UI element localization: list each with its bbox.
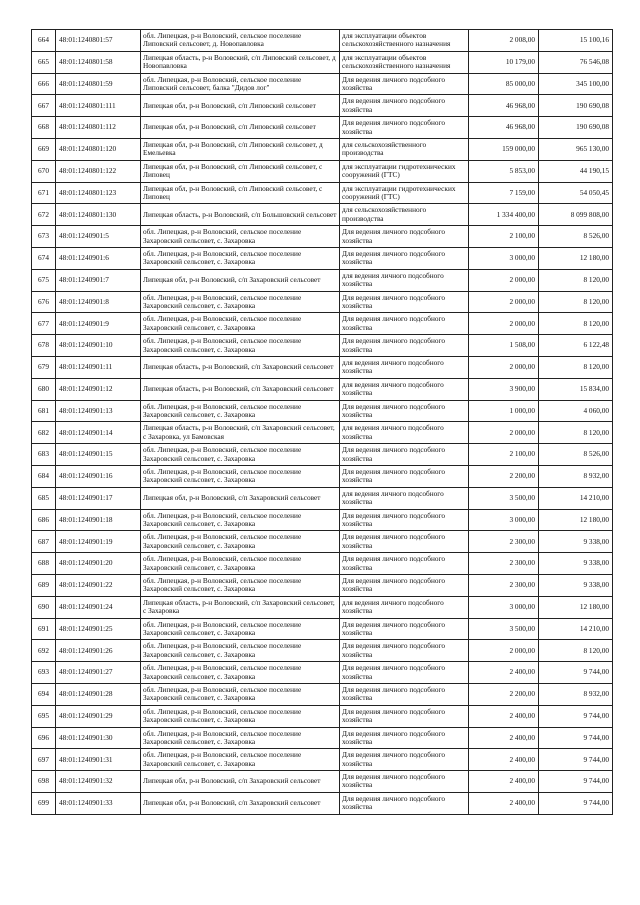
cadastral-cost: 8 120,00 — [539, 269, 613, 291]
cadastral-cost: 8 932,00 — [539, 465, 613, 487]
permitted-use: Для ведения личного подсобного хозяйства — [340, 683, 469, 705]
address: обл. Липецкая, р-н Воловский, сельское поселение Захаровский сельсовет, с. Захаровка — [141, 444, 340, 466]
table-row — [32, 356, 613, 378]
row-number: 683 — [32, 444, 56, 466]
row-number: 664 — [32, 30, 56, 52]
address: Липецкая область, р-н Воловский, с/п Захаровский сельсовет — [141, 378, 340, 400]
table-row — [32, 727, 613, 749]
row-number: 680 — [32, 378, 56, 400]
cadastral-number: 48:01:1240801:123 — [56, 182, 141, 204]
cadastral-cost: 76 546,08 — [539, 51, 613, 73]
cadastral-number: 48:01:1240901:29 — [56, 705, 141, 727]
table-row — [32, 618, 613, 640]
cadastral-cost: 12 180,00 — [539, 509, 613, 531]
cadastral-number: 48:01:1240801:120 — [56, 138, 141, 160]
cadastral-number: 48:01:1240901:5 — [56, 226, 141, 248]
area-value: 5 853,00 — [469, 160, 539, 182]
address: Липецкая обл, р-н Воловский, с/п Липовский сельсовет, с Липовец — [141, 160, 340, 182]
row-number: 697 — [32, 749, 56, 771]
cadastral-cost: 14 210,00 — [539, 487, 613, 509]
table-row — [32, 509, 613, 531]
permitted-use: Для ведения личного подсобного хозяйства — [340, 117, 469, 139]
permitted-use: Для ведения личного подсобного хозяйства — [340, 444, 469, 466]
table-row — [32, 705, 613, 727]
row-number: 678 — [32, 335, 56, 357]
table-row — [32, 400, 613, 422]
row-number: 685 — [32, 487, 56, 509]
area-value: 2 400,00 — [469, 727, 539, 749]
area-value: 2 200,00 — [469, 683, 539, 705]
row-number: 682 — [32, 422, 56, 444]
area-value: 2 400,00 — [469, 792, 539, 814]
permitted-use: Для ведения личного подсобного хозяйства — [340, 509, 469, 531]
permitted-use: Для ведения личного подсобного хозяйства — [340, 226, 469, 248]
cadastral-cost: 14 210,00 — [539, 618, 613, 640]
cadastral-number: 48:01:1240801:59 — [56, 73, 141, 95]
table-row — [32, 182, 613, 204]
address: Липецкая область, р-н Воловский, с/п Липовский сельсовет, д Новопавловка — [141, 51, 340, 73]
row-number: 667 — [32, 95, 56, 117]
cadastral-number: 48:01:1240901:8 — [56, 291, 141, 313]
cadastral-number: 48:01:1240801:112 — [56, 117, 141, 139]
address: обл. Липецкая, р-н Воловский, сельское поселение Захаровский сельсовет, с. Захаровка — [141, 400, 340, 422]
row-number: 695 — [32, 705, 56, 727]
address: обл. Липецкая, р-н Воловский, сельское поселение Липовский сельсовет, балка "Дидов лог" — [141, 73, 340, 95]
cadastral-cost: 8 526,00 — [539, 226, 613, 248]
area-value: 7 159,00 — [469, 182, 539, 204]
cadastral-number: 48:01:1240901:15 — [56, 444, 141, 466]
address: обл. Липецкая, р-н Воловский, сельское поселение Захаровский сельсовет, с. Захаровка — [141, 553, 340, 575]
permitted-use: для ведения личного подсобного хозяйства — [340, 356, 469, 378]
permitted-use: Для ведения личного подсобного хозяйства — [340, 705, 469, 727]
permitted-use: Для ведения личного подсобного хозяйства — [340, 335, 469, 357]
cadastral-cost: 8 120,00 — [539, 291, 613, 313]
address: обл. Липецкая, р-н Воловский, сельское поселение Захаровский сельсовет, с. Захаровка — [141, 335, 340, 357]
address: обл. Липецкая, р-н Воловский, сельское поселение Захаровский сельсовет, с. Захаровка — [141, 727, 340, 749]
cadastral-number: 48:01:1240901:24 — [56, 596, 141, 618]
area-value: 3 500,00 — [469, 618, 539, 640]
table-row — [32, 160, 613, 182]
table-row — [32, 269, 613, 291]
permitted-use: Для ведения личного подсобного хозяйства — [340, 465, 469, 487]
cadastral-cost: 9 744,00 — [539, 705, 613, 727]
table-row — [32, 247, 613, 269]
area-value: 1 508,00 — [469, 335, 539, 357]
area-value: 2 300,00 — [469, 553, 539, 575]
cadastral-number: 48:01:1240901:32 — [56, 771, 141, 793]
table-row — [32, 596, 613, 618]
permitted-use: Для ведения личного подсобного хозяйства — [340, 531, 469, 553]
cadastral-cost: 345 100,00 — [539, 73, 613, 95]
cadastral-cost: 8 099 808,00 — [539, 204, 613, 226]
area-value: 46 968,00 — [469, 95, 539, 117]
area-value: 2 000,00 — [469, 640, 539, 662]
table-row — [32, 335, 613, 357]
row-number: 675 — [32, 269, 56, 291]
cadastral-cost: 12 180,00 — [539, 596, 613, 618]
address: Липецкая обл, р-н Воловский, с/п Липовский сельсовет — [141, 117, 340, 139]
cadastral-number: 48:01:1240901:17 — [56, 487, 141, 509]
cadastral-cost: 9 338,00 — [539, 531, 613, 553]
cadastral-cost: 4 060,00 — [539, 400, 613, 422]
table-body — [32, 30, 613, 815]
row-number: 668 — [32, 117, 56, 139]
cadastral-cost: 44 190,15 — [539, 160, 613, 182]
permitted-use: для ведения личного подсобного хозяйства — [340, 596, 469, 618]
cadastral-number: 48:01:1240901:33 — [56, 792, 141, 814]
address: обл. Липецкая, р-н Воловский, сельское поселение Захаровский сельсовет, с. Захаровка — [141, 247, 340, 269]
cadastral-cost: 54 050,45 — [539, 182, 613, 204]
row-number: 694 — [32, 683, 56, 705]
area-value: 2 400,00 — [469, 662, 539, 684]
row-number: 691 — [32, 618, 56, 640]
address: обл. Липецкая, р-н Воловский, сельское поселение Захаровский сельсовет, с. Захаровка — [141, 291, 340, 313]
permitted-use: для эксплуатации гидротехнических сооружений (ГТС) — [340, 182, 469, 204]
row-number: 698 — [32, 771, 56, 793]
address: обл. Липецкая, р-н Воловский, сельское поселение Липовский сельсовет, д. Новопавловка — [141, 30, 340, 52]
table-row — [32, 465, 613, 487]
area-value: 2 008,00 — [469, 30, 539, 52]
area-value: 2 300,00 — [469, 531, 539, 553]
permitted-use: для ведения личного подсобного хозяйства — [340, 422, 469, 444]
cadastral-number: 48:01:1240801:57 — [56, 30, 141, 52]
area-value: 2 100,00 — [469, 444, 539, 466]
address: Липецкая область, р-н Воловский, с/п Захаровский сельсовет, с Захаровка — [141, 596, 340, 618]
cadastral-number: 48:01:1240901:19 — [56, 531, 141, 553]
table-row — [32, 95, 613, 117]
table-row — [32, 138, 613, 160]
area-value: 1 000,00 — [469, 400, 539, 422]
table-row — [32, 640, 613, 662]
row-number: 681 — [32, 400, 56, 422]
area-value: 3 000,00 — [469, 247, 539, 269]
permitted-use: Для ведения личного подсобного хозяйства — [340, 73, 469, 95]
table-row — [32, 553, 613, 575]
area-value: 3 500,00 — [469, 487, 539, 509]
permitted-use: Для ведения личного подсобного хозяйства — [340, 749, 469, 771]
cadastral-number: 48:01:1240901:13 — [56, 400, 141, 422]
cadastral-cost: 9 744,00 — [539, 771, 613, 793]
address: обл. Липецкая, р-н Воловский, сельское поселение Захаровский сельсовет, с. Захаровка — [141, 574, 340, 596]
area-value: 1 334 400,00 — [469, 204, 539, 226]
address: обл. Липецкая, р-н Воловский, сельское поселение Захаровский сельсовет, с. Захаровка — [141, 662, 340, 684]
permitted-use: Для ведения личного подсобного хозяйства — [340, 553, 469, 575]
address: Липецкая обл, р-н Воловский, с/п Липовский сельсовет — [141, 95, 340, 117]
row-number: 684 — [32, 465, 56, 487]
permitted-use: Для ведения личного подсобного хозяйства — [340, 771, 469, 793]
table-row — [32, 291, 613, 313]
cadastral-cost: 8 120,00 — [539, 640, 613, 662]
area-value: 46 968,00 — [469, 117, 539, 139]
row-number: 677 — [32, 313, 56, 335]
row-number: 665 — [32, 51, 56, 73]
row-number: 679 — [32, 356, 56, 378]
cadastral-number: 48:01:1240901:31 — [56, 749, 141, 771]
area-value: 2 200,00 — [469, 465, 539, 487]
cadastral-cost: 8 120,00 — [539, 356, 613, 378]
row-number: 671 — [32, 182, 56, 204]
document-page — [31, 29, 612, 815]
cadastral-cost: 9 744,00 — [539, 749, 613, 771]
area-value: 2 000,00 — [469, 269, 539, 291]
address: обл. Липецкая, р-н Воловский, сельское поселение Захаровский сельсовет, с. Захаровка — [141, 683, 340, 705]
cadastral-cost: 8 120,00 — [539, 313, 613, 335]
cadastral-cost: 8 120,00 — [539, 422, 613, 444]
area-value: 2 000,00 — [469, 356, 539, 378]
row-number: 670 — [32, 160, 56, 182]
cadastral-cost: 965 130,00 — [539, 138, 613, 160]
area-value: 159 000,00 — [469, 138, 539, 160]
cadastral-number: 48:01:1240901:12 — [56, 378, 141, 400]
permitted-use: для сельскохозяйственного производства — [340, 138, 469, 160]
row-number: 672 — [32, 204, 56, 226]
cadastral-cost: 12 180,00 — [539, 247, 613, 269]
table-row — [32, 378, 613, 400]
cadastral-cost: 8 932,00 — [539, 683, 613, 705]
permitted-use: для эксплуатации объектов сельскохозяйственного назначения — [340, 51, 469, 73]
cadastral-number: 48:01:1240901:30 — [56, 727, 141, 749]
table-row — [32, 117, 613, 139]
row-number: 696 — [32, 727, 56, 749]
row-number: 686 — [32, 509, 56, 531]
row-number: 688 — [32, 553, 56, 575]
cadastral-cost: 9 338,00 — [539, 553, 613, 575]
cadastral-number: 48:01:1240801:122 — [56, 160, 141, 182]
table-row — [32, 792, 613, 814]
cadastral-number: 48:01:1240901:18 — [56, 509, 141, 531]
address: обл. Липецкая, р-н Воловский, сельское поселение Захаровский сельсовет, с. Захаровка — [141, 640, 340, 662]
area-value: 2 100,00 — [469, 226, 539, 248]
address: Липецкая область, р-н Воловский, с/п Большовский сельсовет — [141, 204, 340, 226]
cadastral-cost: 190 690,08 — [539, 95, 613, 117]
cadastral-cost: 9 744,00 — [539, 662, 613, 684]
area-value: 85 000,00 — [469, 73, 539, 95]
cadastral-number: 48:01:1240901:7 — [56, 269, 141, 291]
permitted-use: для ведения личного подсобного хозяйства — [340, 269, 469, 291]
cadastral-number: 48:01:1240801:111 — [56, 95, 141, 117]
cadastral-cost: 190 690,08 — [539, 117, 613, 139]
area-value: 2 000,00 — [469, 422, 539, 444]
address: Липецкая область, р-н Воловский, с/п Захаровский сельсовет, с Захаровка, ул Бамовская — [141, 422, 340, 444]
land-plots-table — [31, 29, 613, 815]
address: обл. Липецкая, р-н Воловский, сельское поселение Захаровский сельсовет, с. Захаровка — [141, 509, 340, 531]
address: обл. Липецкая, р-н Воловский, сельское поселение Захаровский сельсовет, с. Захаровка — [141, 465, 340, 487]
permitted-use: Для ведения личного подсобного хозяйства — [340, 313, 469, 335]
cadastral-number: 48:01:1240901:20 — [56, 553, 141, 575]
table-row — [32, 683, 613, 705]
address: Липецкая обл, р-н Воловский, с/п Липовский сельсовет, с Липовец — [141, 182, 340, 204]
table-row — [32, 749, 613, 771]
cadastral-cost: 9 338,00 — [539, 574, 613, 596]
area-value: 3 900,00 — [469, 378, 539, 400]
cadastral-number: 48:01:1240901:9 — [56, 313, 141, 335]
cadastral-number: 48:01:1240901:25 — [56, 618, 141, 640]
row-number: 693 — [32, 662, 56, 684]
address: Липецкая обл, р-н Воловский, с/п Захаровский сельсовет — [141, 487, 340, 509]
row-number: 689 — [32, 574, 56, 596]
area-value: 2 400,00 — [469, 749, 539, 771]
cadastral-cost: 9 744,00 — [539, 792, 613, 814]
table-row — [32, 30, 613, 52]
permitted-use: Для ведения личного подсобного хозяйства — [340, 95, 469, 117]
permitted-use: для сельскохозяйственного производства — [340, 204, 469, 226]
table-row — [32, 487, 613, 509]
address: Липецкая обл, р-н Воловский, с/п Липовский сельсовет, д Емельевка — [141, 138, 340, 160]
area-value: 2 400,00 — [469, 771, 539, 793]
area-value: 3 000,00 — [469, 596, 539, 618]
table-row — [32, 226, 613, 248]
area-value: 2 300,00 — [469, 574, 539, 596]
table-row — [32, 662, 613, 684]
table-row — [32, 73, 613, 95]
row-number: 692 — [32, 640, 56, 662]
address: Липецкая обл, р-н Воловский, с/п Захаровский сельсовет — [141, 792, 340, 814]
cadastral-cost: 8 526,00 — [539, 444, 613, 466]
address: Липецкая область, р-н Воловский, с/п Захаровский сельсовет — [141, 356, 340, 378]
permitted-use: Для ведения личного подсобного хозяйства — [340, 400, 469, 422]
table-row — [32, 313, 613, 335]
permitted-use: Для ведения личного подсобного хозяйства — [340, 574, 469, 596]
row-number: 666 — [32, 73, 56, 95]
permitted-use: Для ведения личного подсобного хозяйства — [340, 792, 469, 814]
permitted-use: для ведения личного подсобного хозяйства — [340, 487, 469, 509]
cadastral-number: 48:01:1240901:27 — [56, 662, 141, 684]
address: обл. Липецкая, р-н Воловский, сельское поселение Захаровский сельсовет, с. Захаровка — [141, 226, 340, 248]
cadastral-number: 48:01:1240901:22 — [56, 574, 141, 596]
row-number: 699 — [32, 792, 56, 814]
row-number: 687 — [32, 531, 56, 553]
cadastral-number: 48:01:1240801:58 — [56, 51, 141, 73]
table-row — [32, 771, 613, 793]
cadastral-cost: 9 744,00 — [539, 727, 613, 749]
permitted-use: для эксплуатации объектов сельскохозяйственного назначения — [340, 30, 469, 52]
table-row — [32, 204, 613, 226]
area-value: 2 000,00 — [469, 291, 539, 313]
permitted-use: Для ведения личного подсобного хозяйства — [340, 247, 469, 269]
address: Липецкая обл, р-н Воловский, с/п Захаровский сельсовет — [141, 771, 340, 793]
area-value: 2 000,00 — [469, 313, 539, 335]
cadastral-number: 48:01:1240901:11 — [56, 356, 141, 378]
area-value: 2 400,00 — [469, 705, 539, 727]
cadastral-number: 48:01:1240901:10 — [56, 335, 141, 357]
permitted-use: Для ведения личного подсобного хозяйства — [340, 618, 469, 640]
address: Липецкая обл, р-н Воловский, с/п Захаровский сельсовет — [141, 269, 340, 291]
permitted-use: Для ведения личного подсобного хозяйства — [340, 291, 469, 313]
address: обл. Липецкая, р-н Воловский, сельское поселение Захаровский сельсовет, с. Захаровка — [141, 531, 340, 553]
row-number: 669 — [32, 138, 56, 160]
address: обл. Липецкая, р-н Воловский, сельское поселение Захаровский сельсовет, с. Захаровка — [141, 705, 340, 727]
permitted-use: Для ведения личного подсобного хозяйства — [340, 727, 469, 749]
row-number: 673 — [32, 226, 56, 248]
table-row — [32, 51, 613, 73]
address: обл. Липецкая, р-н Воловский, сельское поселение Захаровский сельсовет, с. Захаровка — [141, 618, 340, 640]
cadastral-cost: 15 834,00 — [539, 378, 613, 400]
table-row — [32, 422, 613, 444]
cadastral-number: 48:01:1240901:14 — [56, 422, 141, 444]
cadastral-number: 48:01:1240901:6 — [56, 247, 141, 269]
permitted-use: Для ведения личного подсобного хозяйства — [340, 640, 469, 662]
table-row — [32, 574, 613, 596]
cadastral-cost: 15 100,16 — [539, 30, 613, 52]
permitted-use: для эксплуатации гидротехнических сооружений (ГТС) — [340, 160, 469, 182]
area-value: 3 000,00 — [469, 509, 539, 531]
permitted-use: Для ведения личного подсобного хозяйства — [340, 662, 469, 684]
permitted-use: для ведения личного подсобного хозяйства — [340, 378, 469, 400]
row-number: 690 — [32, 596, 56, 618]
table-row — [32, 444, 613, 466]
cadastral-number: 48:01:1240901:26 — [56, 640, 141, 662]
row-number: 676 — [32, 291, 56, 313]
row-number: 674 — [32, 247, 56, 269]
cadastral-number: 48:01:1240901:16 — [56, 465, 141, 487]
address: обл. Липецкая, р-н Воловский, сельское поселение Захаровский сельсовет, с. Захаровка — [141, 749, 340, 771]
cadastral-number: 48:01:1240901:28 — [56, 683, 141, 705]
address: обл. Липецкая, р-н Воловский, сельское поселение Захаровский сельсовет, с. Захаровка — [141, 313, 340, 335]
cadastral-number: 48:01:1240801:130 — [56, 204, 141, 226]
table-row — [32, 531, 613, 553]
area-value: 10 179,00 — [469, 51, 539, 73]
cadastral-cost: 6 122,48 — [539, 335, 613, 357]
